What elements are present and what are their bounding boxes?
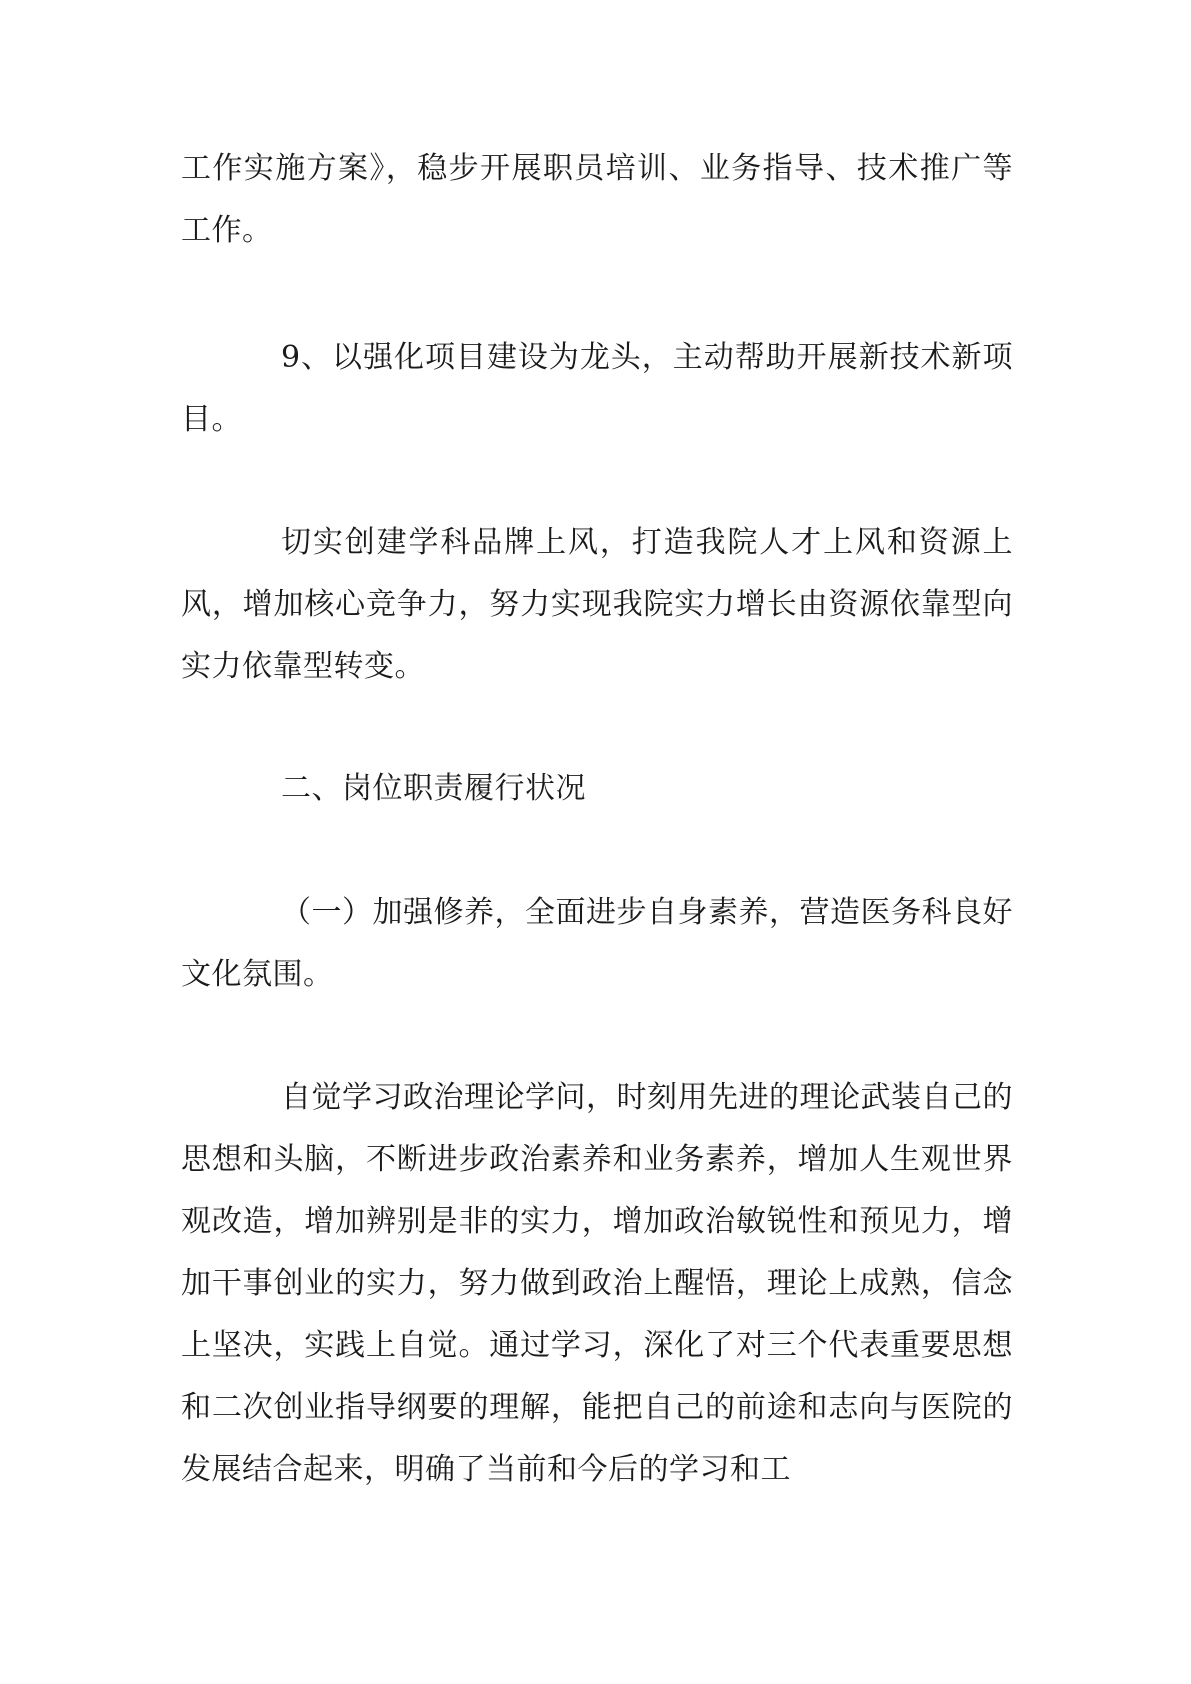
section-heading: 二、岗位职责履行状况 xyxy=(281,771,586,806)
paragraph-continuation: 工作实施方案》，稳步开展职员培训、业务指导、技术推广等工作。 xyxy=(181,151,1013,248)
paragraph-item-9: 9、以强化项目建设为龙头，主动帮助开展新技术新项目。 xyxy=(181,340,1013,437)
subsection-heading: （一）加强修养，全面进步自身素养，营造医务科良好文化氛围。 xyxy=(181,895,1013,992)
paragraph-political-study: 自觉学习政治理论学问，时刻用先进的理论武装自己的思想和头脑，不断进步政治素养和业务素养，增加人生观世界观改造，增加辨别是非的实力，增加政治敏锐性和预见力，增加干事创业的实力，努力做到政治上醒悟，理论上成熟，信念上坚决，实践上自觉。通过学习，深化了对三个代表重要思想和二次创业指导纲要的理解，能把自己的前途和志向与医院的发展结合起来，明确了当前和今后的学习和工 xyxy=(181,1080,1013,1487)
paragraph-discipline-brand: 切实创建学科品牌上风，打造我院人才上风和资源上风，增加核心竞争力，努力实现我院实力增长由资源依靠型向实力依靠型转变。 xyxy=(181,525,1013,684)
